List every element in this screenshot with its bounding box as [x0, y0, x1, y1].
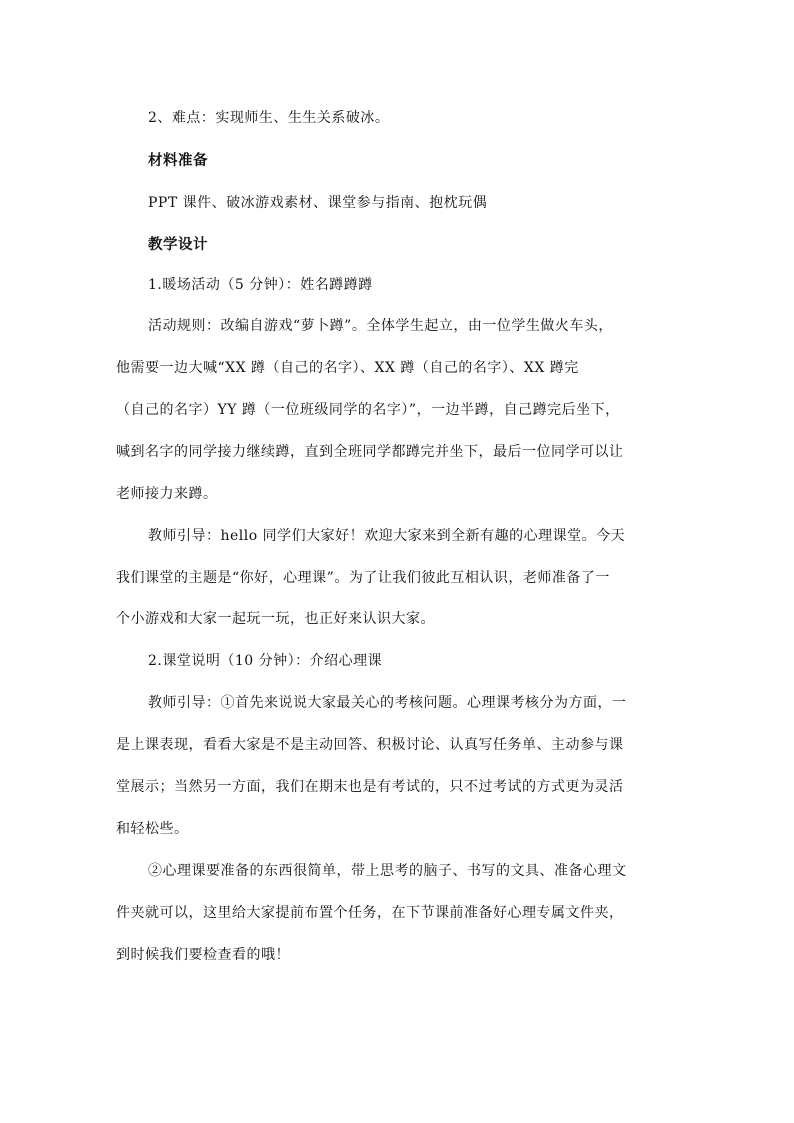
paragraph-line: 老师接力来蹲。 [116, 486, 218, 502]
paragraph-line: 教师引导：①首先来说说大家最关心的考核问题。心理课考核分为方面，一 [148, 695, 627, 711]
materials-list: PPT 课件、破冰游戏素材、课堂参与指南、抱枕玩偶 [148, 195, 488, 211]
paragraph-line: 我们课堂的主题是“你好，心理课”。为了让我们彼此互相认识，老师准备了一 [116, 570, 610, 586]
paragraph-line: ②心理课要准备的东西很简单，带上思考的脑子、书写的文具、准备心理文 [148, 863, 627, 879]
paragraph-line: 件夹就可以，这里给大家提前布置个任务，在下节课前准备好心理专属文件夹， [116, 905, 624, 921]
paragraph-line: 个小游戏和大家一起玩一玩，也正好来认识大家。 [116, 611, 435, 627]
heading-materials: 材料准备 [148, 152, 208, 169]
section-class-intro-title: 2.课堂说明（10 分钟）：介绍心理课 [148, 653, 383, 669]
difficulty-point: 2、难点：实现师生、生生关系破冰。 [148, 110, 390, 126]
paragraph-line: （自己的名字）YY 蹲（一位班级同学的名字）”，一边半蹲，自己蹲完后坐下， [116, 402, 620, 418]
paragraph-line: 活动规则：改编自游戏“萝卜蹲”。全体学生起立，由一位学生做火车头， [148, 318, 613, 334]
paragraph-line: 喊到名字的同学接力继续蹲，直到全班同学都蹲完并坐下，最后一位同学可以让 [116, 444, 624, 460]
heading-teaching-design: 教学设计 [148, 236, 208, 253]
paragraph-line: 到时候我们要检查看的哦！ [116, 947, 290, 963]
paragraph-line: 和轻松些。 [116, 821, 189, 837]
paragraph-line: 教师引导：hello 同学们大家好！欢迎大家来到全新有趣的心理课堂。今天 [148, 528, 626, 544]
paragraph-line: 他需要一边大喊“XX 蹲（自己的名字）、XX 蹲（自己的名字）、XX 蹲完 [116, 360, 579, 376]
paragraph-line: 堂展示；当然另一方面，我们在期末也是有考试的，只不过考试的方式更为灵活 [116, 779, 624, 795]
section-warmup-title: 1.暖场活动（5 分钟）：姓名蹲蹲蹲 [148, 277, 373, 293]
paragraph-line: 是上课表现，看看大家是不是主动回答、积极讨论、认真写任务单、主动参与课 [116, 737, 624, 753]
